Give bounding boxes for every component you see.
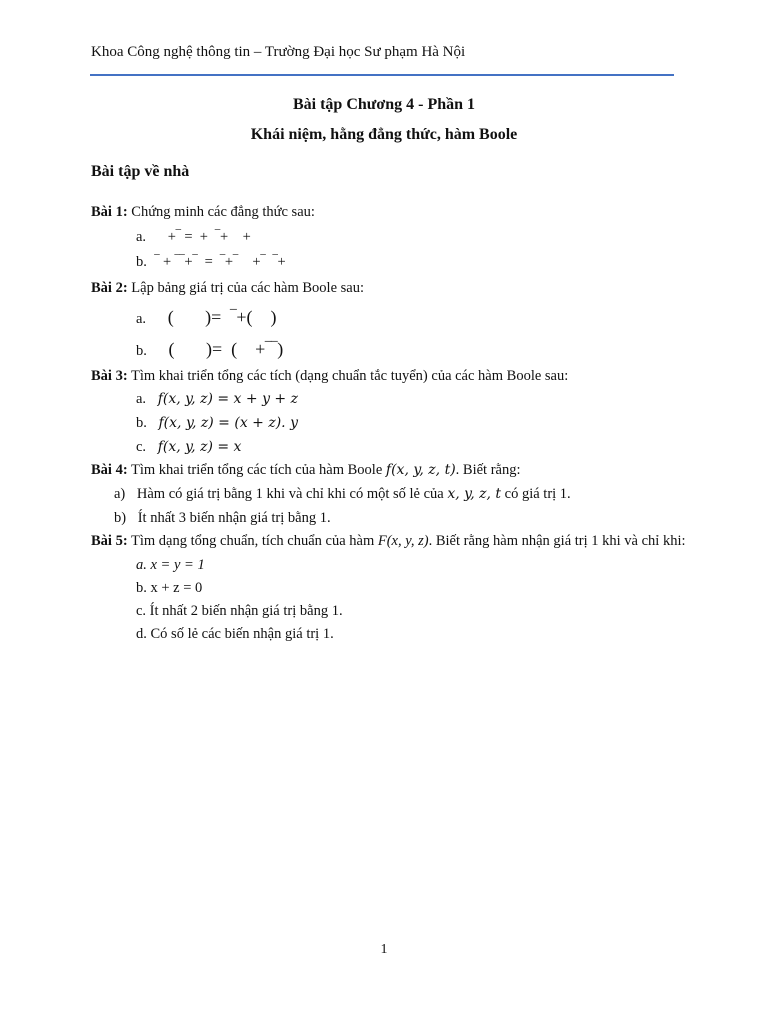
exercise-2 xyxy=(91,280,364,297)
exercise-1b xyxy=(136,254,286,271)
exercise-3-text: Tìm khai triển tổng các tích (dạng chuẩn tắc tuyển) của các hàm Boole sau: xyxy=(127,368,569,384)
exercise-5-function: F(x, y, z) xyxy=(377,533,429,549)
exercise-4b-label: b) xyxy=(114,510,127,526)
exercise-5b: b. x + z = 0 xyxy=(136,580,203,596)
exercise-5 xyxy=(91,533,686,550)
section-heading: Bài tập về nhà xyxy=(91,163,190,180)
exercise-2b xyxy=(136,339,283,360)
exercise-4a-variables: x, y, z, t xyxy=(447,486,502,502)
exercise-2a xyxy=(136,307,276,328)
exercise-3 xyxy=(91,368,568,385)
exercise-3c xyxy=(136,439,241,456)
exercise-4a-text-after: có giá trị 1. xyxy=(501,486,571,502)
exercise-1a xyxy=(136,229,251,246)
exercise-4 xyxy=(91,462,521,479)
exercise-1b-expression: ‾ + ‾‾+‾ = ‾+‾ +‾ ‾+ xyxy=(154,254,286,270)
exercise-4-text-after: . Biết rằng: xyxy=(455,462,521,478)
document-subtitle: Khái niệm, hằng đẳng thức, hàm Boole xyxy=(250,126,518,143)
exercise-4a-text-before: Hàm có giá trị bằng 1 khi và chỉ khi có một số lẻ của xyxy=(136,486,448,502)
exercise-5c: c. Ít nhất 2 biến nhận giá trị bằng 1. xyxy=(136,603,343,619)
exercise-1 xyxy=(91,204,315,221)
exercise-1-text: Chứng minh các đẳng thức sau: xyxy=(127,204,315,220)
document-title: Bài tập Chương 4 - Phần 1 xyxy=(292,96,476,113)
exercise-1a-expression: +‾ = + ‾+ + xyxy=(167,229,251,245)
exercise-3a-expression: f(x, y, z) = x + y + z xyxy=(157,391,298,407)
exercise-5-text-before: Tìm dạng tổng chuẩn, tích chuẩn của hàm xyxy=(127,533,378,549)
exercise-4-text-before: Tìm khai triển tổng các tích của hàm Boole xyxy=(127,462,386,478)
exercise-2-text: Lập bảng giá trị của các hàm Boole sau: xyxy=(127,280,364,296)
page-number: 1 xyxy=(380,942,388,957)
exercise-3c-label: c. xyxy=(136,439,147,455)
exercise-4-label: Bài 4: xyxy=(91,462,128,478)
exercise-3-label: Bài 3: xyxy=(91,368,128,384)
exercise-2b-label: b. xyxy=(136,343,147,359)
exercise-5-label: Bài 5: xyxy=(91,533,128,549)
exercise-4-function: f(x, y, z, t) xyxy=(385,462,456,478)
exercise-3c-expression: f(x, y, z) = x xyxy=(157,439,242,455)
exercise-5-text-after: . Biết rằng hàm nhận giá trị 1 khi và chỉ khi: xyxy=(428,533,686,549)
exercise-3b xyxy=(136,415,298,432)
exercise-4a xyxy=(114,486,571,503)
exercise-3b-expression: f(x, y, z) = (x + z). y xyxy=(158,415,298,431)
page-header: Khoa Công nghệ thông tin – Trường Đại học Sư phạm Hà Nội xyxy=(91,44,466,60)
exercise-3a xyxy=(136,391,298,408)
exercise-4b-text: Ít nhất 3 biến nhận giá trị bằng 1. xyxy=(137,510,331,526)
exercise-4b xyxy=(114,510,331,527)
exercise-1a-label: a. xyxy=(136,229,147,245)
exercise-2a-expression: ( )= ‾+( ) xyxy=(167,307,277,327)
exercise-2-label: Bài 2: xyxy=(91,280,128,296)
exercise-1b-label: b. xyxy=(136,254,147,270)
exercise-1-label: Bài 1: xyxy=(91,204,128,220)
exercise-2a-label: a. xyxy=(136,311,147,327)
exercise-5d: d. Có số lẻ các biến nhận giá trị 1. xyxy=(136,626,334,642)
exercise-3b-label: b. xyxy=(136,415,147,431)
exercise-2b-expression: ( )= ( +‾‾) xyxy=(168,339,284,359)
exercise-5a: a. x = y = 1 xyxy=(136,557,205,573)
exercise-4a-label: a) xyxy=(114,486,126,502)
header-divider xyxy=(90,74,674,76)
exercise-3a-label: a. xyxy=(136,391,147,407)
